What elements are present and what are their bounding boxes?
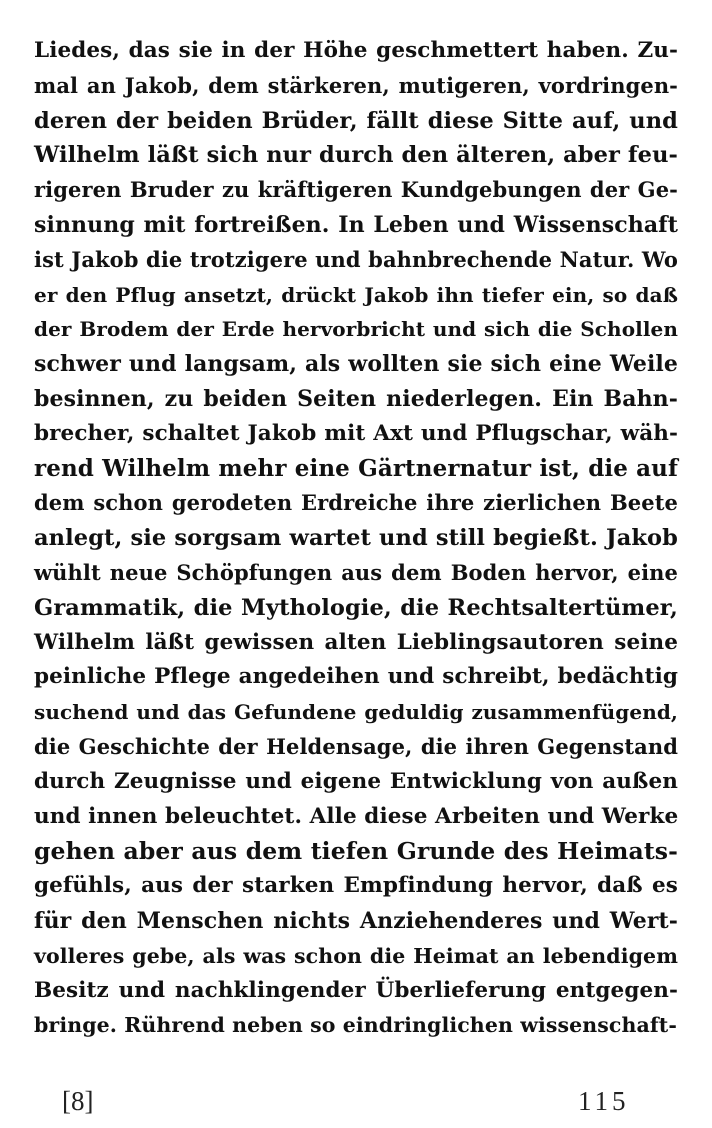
page-number: 115: [578, 1086, 630, 1116]
text-line: gehen aber aus dem tiefen Grunde des Heimats-: [34, 837, 678, 866]
text-line: er den Pflug ansetzt, drückt Jakob ihn tiefer ein, so daß: [34, 282, 678, 307]
text-line: besinnen, zu beiden Seiten niederlegen. Ein Bahn-: [34, 385, 678, 412]
text-line: gefühls, aus der starken Empfindung hervor, daß es: [34, 873, 678, 899]
text-line: die Geschichte der Heldensage, die ihren Gegenstand: [34, 733, 678, 759]
text-line: durch Zeugnisse und eigene Entwicklung von außen: [34, 768, 678, 794]
text-line: rend Wilhelm mehr eine Gärtnernatur ist, die auf: [34, 454, 678, 482]
text-line: bringe. Rührend neben so eindringlichen wissenschaft-: [34, 1013, 677, 1038]
text-line: Liedes, das sie in der Höhe geschmettert haben. Zu-: [34, 38, 678, 63]
text-line: brecher, schaltet Jakob mit Axt und Pflugschar, wäh-: [34, 420, 678, 446]
page-footer: [0, 1084, 712, 1124]
text-line: Besitz und nachklingender Überlieferung entgegen-: [34, 977, 678, 1003]
signature-mark: [8]: [62, 1086, 94, 1116]
text-line: Wilhelm läßt gewissen alten Lieblingsautoren seine: [34, 629, 678, 655]
body-text: [34, 34, 678, 1043]
text-line: Grammatik, die Mythologie, die Rechtsaltertümer,: [34, 594, 678, 621]
text-line: der Brodem der Erde hervorbricht und sich die Schollen: [34, 317, 678, 342]
text-line: schwer und langsam, als wollten sie sich eine Weile: [34, 351, 678, 378]
text-line: rigeren Bruder zu kräftigeren Kundgebungen der Ge-: [34, 177, 678, 203]
text-line: peinliche Pflege angedeihen und schreibt, bedächtig: [34, 664, 678, 690]
text-line: sinnung mit fortreißen. In Leben und Wissenschaft: [34, 211, 678, 238]
text-line: volleres gebe, als was schon die Heimat an lebendigem: [34, 943, 678, 968]
text-line: und innen beleuchtet. Alle diese Arbeiten und Werke: [34, 803, 679, 829]
text-line: ist Jakob die trotzigere und bahnbrechende Natur. Wo: [34, 246, 678, 272]
text-line: deren der beiden Brüder, fällt diese Sitte auf, und: [34, 107, 678, 134]
text-line: suchend und das Gefundene geduldig zusammenfügend,: [34, 700, 678, 725]
text-line: dem schon gerodeten Erdreiche ihre zierlichen Beete: [34, 490, 678, 516]
text-line: anlegt, sie sorgsam wartet und still begießt. Jakob: [34, 525, 678, 552]
text-line: für den Menschen nichts Anziehenderes und Wert-: [34, 907, 678, 934]
text-line: Wilhelm läßt sich nur durch den älteren, aber feu-: [34, 142, 678, 169]
text-line: wühlt neue Schöpfungen aus dem Boden hervor, eine: [34, 559, 678, 585]
text-line: mal an Jakob, dem stärkeren, mutigeren, vordringen-: [34, 72, 678, 98]
